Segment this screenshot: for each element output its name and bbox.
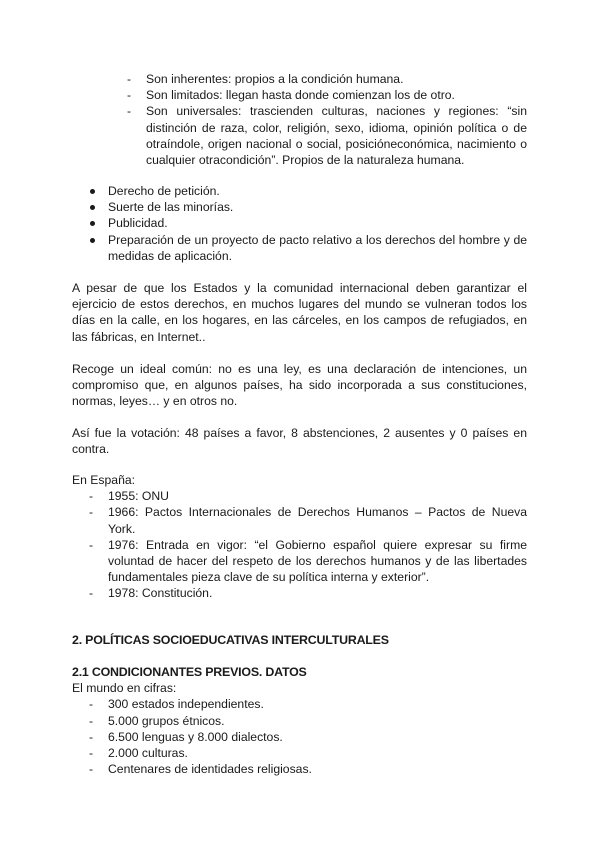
list-item: - 2.000 culturas. — [72, 745, 527, 761]
list-item: - 1966: Pactos Internacionales de Derechos Humanos – Pactos de Nueva York. — [72, 504, 527, 536]
world-figures-lead: El mundo en cifras: — [72, 681, 177, 696]
spain-block — [72, 472, 527, 602]
list-item: - 300 estados independientes. — [72, 696, 527, 712]
list-item: Publicidad. — [72, 215, 527, 231]
paragraph: A pesar de que los Estados y la comunidad internacional deben garantizar el ejercicio de estos derechos, en muchos lugares del mundo se vulneran todos los días en la calle, en los hogares, en las cárceles, en los campos de refugiados, en las fábricas, en Internet.. — [72, 281, 527, 344]
list-item: - Son inherentes: propios a la condición humana. — [72, 71, 527, 87]
topics-list — [72, 183, 527, 264]
rights-properties-list — [72, 71, 527, 168]
rights-properties-block — [72, 71, 527, 168]
list-item: - 1955: ONU — [72, 488, 527, 504]
list-item: - 1976: Entrada en vigor: “el Gobierno español quiere expresar su firme voluntad de hacer del respeto de los derechos humanos y de las libertades fundamentales pieza clave de su política interna y exterior”. — [72, 537, 527, 586]
list-item: - 1978: Constitución. — [72, 585, 527, 601]
list-item: - 5.000 grupos étnicos. — [72, 713, 527, 729]
section-2-1 — [72, 664, 527, 777]
list-item: - 6.500 lenguas y 8.000 dialectos. — [72, 729, 527, 745]
section-2 — [72, 632, 527, 648]
paragraph-common-ideal — [72, 361, 527, 410]
subsection-heading: 2.1 CONDICIONANTES PREVIOS. DATOS — [72, 665, 307, 679]
spain-timeline-list — [72, 488, 527, 601]
list-item: - Son universales: trascienden culturas, naciones y regiones: “sin distinción de raza, color, religión, sexo, idioma, opinión política o de otraíndole, origen nacional o social, posicióneconómica, nacimiento o cualquier otracondición”. Propios de la naturaleza humana. — [72, 103, 527, 168]
spain-label: En España: — [72, 473, 136, 487]
paragraph-vote — [72, 425, 527, 457]
paragraph: Así fue la votación: 48 países a favor, 8 abstenciones, 2 ausentes y 0 países en contra. — [72, 426, 527, 457]
paragraph: Recoge un ideal común: no es una ley, es una declaración de intenciones, un compromiso que, en algunos países, ha sido incorporada a sus constituciones, normas, leyes… y en otros no. — [72, 362, 527, 409]
list-item: Derecho de petición. — [72, 183, 527, 199]
list-item: - Centenares de identidades religiosas. — [72, 761, 527, 777]
world-figures-list — [72, 696, 527, 777]
topics-block — [72, 183, 527, 264]
list-item: Preparación de un proyecto de pacto relativo a los derechos del hombre y de medidas de aplicación. — [72, 232, 527, 264]
list-item: - Son limitados: llegan hasta donde comienzan los de otro. — [72, 87, 527, 103]
paragraph-violations — [72, 280, 527, 345]
section-heading: 2. POLÍTICAS SOCIOEDUCATIVAS INTERCULTURALES — [72, 633, 389, 647]
list-item: Suerte de las minorías. — [72, 199, 527, 215]
